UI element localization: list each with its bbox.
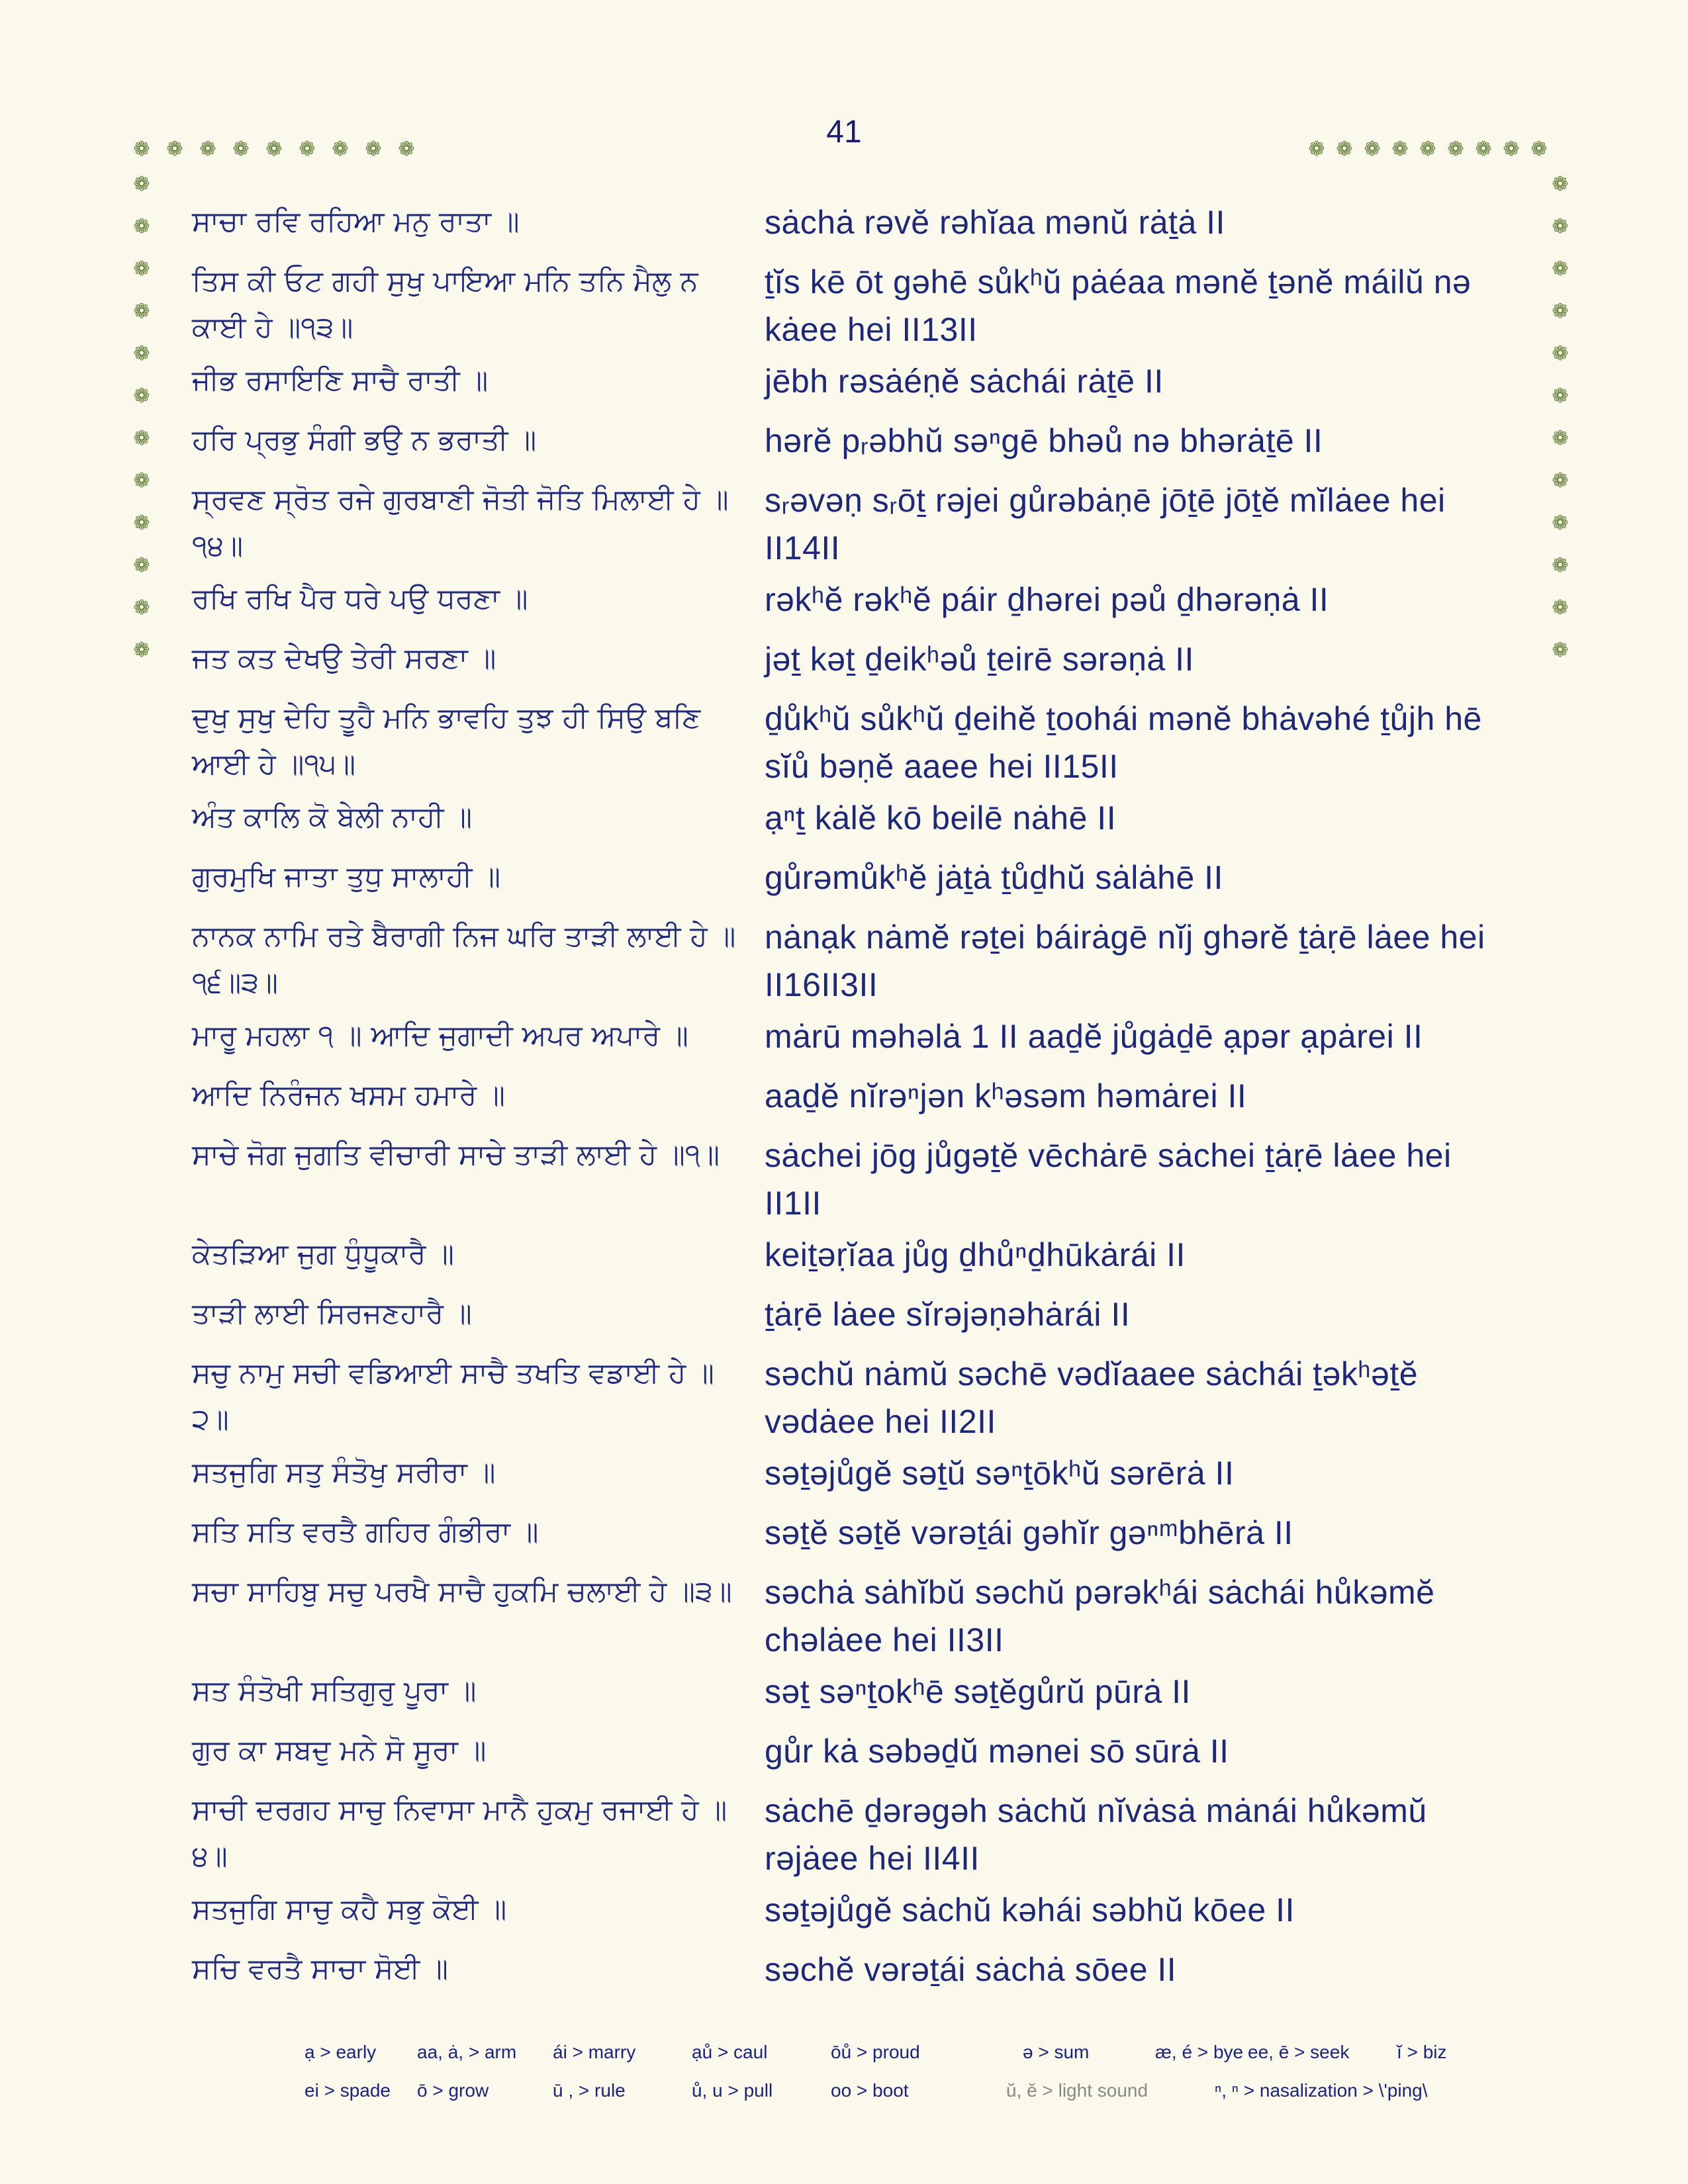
legend-item: ei > spade [305,2080,391,2101]
transliteration-text: sȧchȧ rəvĕ rəhĭaa mənŭ rȧṯȧ II [765,204,1225,241]
flower-ornament-icon: ❁ [133,300,150,323]
flower-ornament-icon: ❁ [133,257,150,281]
gurmukhi-text: ਸਾਚੇ ਜੋਗ ਜੁਗਤਿ ਵੀਚਾਰੀ ਸਾਚੇ ਤਾੜੀ ਲਾਈ ਹੇ ॥੧॥ [192,1138,720,1171]
flower-ornament-icon: ❁ [1552,300,1569,323]
gurmukhi-text: ਸਾਚਾ ਰਵਿ ਰਹਿਆ ਮਨੁ ਰਾਤਾ ॥ [192,205,520,238]
flower-ornament-icon: ❁ [133,385,150,408]
legend-item: ō > grow [417,2080,489,2101]
flower-ornament-icon: ❁ [133,138,150,161]
flower-ornament-icon: ❁ [133,639,150,662]
flower-ornament-icon: ❁ [398,138,415,161]
transliteration-text: hərĕ pᵣəbhŭ səⁿgē bhəů nə bhərȧṯē II [765,422,1323,459]
gurmukhi-text: ਗੁਰ ਕਾ ਸਬਦੁ ਮਨੇ ਸੋ ਸੂਰਾ ॥ [192,1734,487,1767]
flower-ornament-icon: ❁ [232,138,250,161]
flower-ornament-icon: ❁ [1552,427,1569,450]
flower-ornament-icon: ❁ [133,469,150,492]
transliteration-text: səchŭ nȧmŭ səchē vədĭaaee sȧchái ṯəkʰəṯĕ vədȧee hei II2II [765,1355,1419,1440]
flower-ornament-icon: ❁ [265,138,283,161]
gurmukhi-text: ਤਿਸ ਕੀ ਓਟ ਗਹੀ ਸੁਖੁ ਪਾਇਆ ਮਨਿ ਤਨਿ ਮੈਲੁ ਨ ਕਾਈ ਹੇ ॥੧੩॥ [192,265,698,344]
transliteration-text: ạⁿṯ kȧlĕ kō beilē nȧhē II [765,799,1117,837]
legend-item: ⁿ, ⁿ > nasalization > \'ping\ [1215,2080,1428,2101]
gurmukhi-text: ਸਚਾ ਸਾਹਿਬੁ ਸਚੁ ਪਰਖੈ ਸਾਚੈ ਹੁਕਮਿ ਚਲਾਈ ਹੇ ॥੩॥ [192,1575,732,1608]
legend-item: oo > boot [831,2080,909,2101]
gurmukhi-text: ਸਤਜੁਗਿ ਸਤੁ ਸੰਤੋਖੁ ਸਰੀਰਾ ॥ [192,1456,496,1489]
gurmukhi-text: ਤਾੜੀ ਲਾਈ ਸਿਰਜਣਹਾਰੈ ॥ [192,1297,472,1330]
transliteration-text: sȧchē ḏərəgəh sȧchŭ nĭvȧsȧ mȧnái hůkəmŭ rəjȧee hei II4II [765,1792,1427,1877]
page-number: 41 [826,114,862,150]
gurmukhi-text: ਅੰਤ ਕਾਲਿ ਕੋ ਬੇਲੀ ਨਾਹੀ ॥ [192,801,473,834]
legend-item: ĭ > biz [1397,2042,1447,2062]
transliteration-text: aaḏĕ nĭrəⁿjən kʰəsəm həmȧrei II [765,1077,1247,1115]
transliteration-text: səṯĕ səṯĕ vərəṯái gəhĭr gəⁿᵐbhērȧ II [765,1514,1293,1551]
flower-ornament-icon: ❁ [133,427,150,450]
gurmukhi-text: ਸਚੁ ਨਾਮੁ ਸਚੀ ਵਡਿਆਈ ਸਾਚੈ ਤਖਤਿ ਵਡਾਈ ਹੇ ॥੨॥ [192,1357,714,1436]
gurmukhi-text: ਕੇਤੜਿਆ ਜੁਗ ਧੁੰਧੂਕਾਰੈ ॥ [192,1238,455,1271]
gurmukhi-text: ਗੁਰਮੁਖਿ ਜਾਤਾ ਤੁਧੁ ਸਾਲਾਹੀ ॥ [192,860,501,893]
flower-ornament-icon: ❁ [1552,469,1569,492]
transliteration-text: gůr kȧ səbəḏŭ mənei sō sūrȧ II [765,1733,1229,1770]
flower-ornament-icon: ❁ [1552,596,1569,619]
flower-ornament-icon: ❁ [332,138,349,161]
flower-ornament-icon: ❁ [133,512,150,535]
legend-item: ạů > caul [692,2042,768,2062]
transliteration-text: sᵣəvəṇ sᵣōṯ rəjei gůrəbȧṇē jōṯē jōṯĕ mĭlȧee hei II14II [765,482,1446,567]
legend-item: ee, ē > seek [1248,2042,1350,2062]
flower-ornament-icon: ❁ [1552,639,1569,662]
flower-ornament-icon: ❁ [299,138,316,161]
flower-ornament-icon: ❁ [133,596,150,619]
transliteration-text: nȧnạk nȧmĕ rəṯei báirȧgē nĭj ghərĕ ṯȧṛē lȧee hei II16II3II [765,919,1485,1003]
gurmukhi-text: ਸ੍ਰਵਣ ਸ੍ਰੋਤ ਰਜੇ ਗੁਰਬਾਣੀ ਜੋਤੀ ਜੋਤਿ ਮਿਲਾਈ ਹੇ ॥੧੪॥ [192,483,729,563]
legend-item: ái > marry [553,2042,636,2062]
flower-ornament-icon: ❁ [1503,138,1520,161]
legend-item: ə > sum [1023,2042,1090,2062]
transliteration-text: mȧrū məhəlȧ 1 II aaḏĕ jůgȧḏē ạpər ạpȧrei II [765,1018,1423,1055]
flower-ornament-icon: ❁ [1475,138,1492,161]
transliteration-text: keiṯəṛĭaa jůg ḏhůⁿḏhūkȧrái II [765,1236,1186,1273]
flower-ornament-icon: ❁ [1336,138,1353,161]
flower-ornament-icon: ❁ [166,138,183,161]
transliteration-text: səchȧ sȧhĭbŭ səchŭ pərəkʰái sȧchái hůkəmĕ chəlȧee hei II3II [765,1574,1435,1659]
legend-item: ạ > early [305,2042,377,2062]
transliteration-text: səṯ səⁿṯokʰē səṯĕgůrŭ pūrȧ II [765,1673,1191,1710]
flower-ornament-icon: ❁ [1364,138,1381,161]
flower-ornament-icon: ❁ [1530,138,1548,161]
legend-item: ŭ, ĕ > light sound [1006,2080,1149,2101]
flower-ornament-icon: ❁ [1552,173,1569,196]
gurmukhi-text: ਦੁਖੁ ਸੁਖੁ ਦੇਹਿ ਤੂਹੈ ਮਨਿ ਭਾਵਹਿ ਤੁਝ ਹੀ ਸਿਉ ਬਣਿ ਆਈ ਹੇ ॥੧੫॥ [192,702,701,781]
transliteration-text: jēbh rəsȧéṇĕ sȧchái rȧṯē II [765,363,1164,400]
gurmukhi-text: ਜਤ ਕਤ ਦੇਖਉ ਤੇਰੀ ਸਰਣਾ ॥ [192,642,496,675]
transliteration-text: sȧchei jōg jůgəṯĕ vēchȧrē sȧchei ṯȧṛē lȧee hei II1II [765,1137,1452,1222]
flower-ornament-icon: ❁ [1308,138,1325,161]
flower-ornament-icon: ❁ [1552,342,1569,365]
transliteration-text: səṯəjůgĕ sȧchŭ kəhái səbhŭ kōee II [765,1891,1295,1929]
gurmukhi-text: ਸਚਿ ਵਰਤੈ ਸਾਚਾ ਸੋਈ ॥ [192,1952,448,1985]
legend-item: aa, ȧ, > arm [417,2042,517,2062]
gurmukhi-text: ਆਦਿ ਨਿਰੰਜਨ ਖਸਮ ਹਮਾਰੇ ॥ [192,1079,505,1112]
gurmukhi-text: ਰਖਿ ਰਖਿ ਪੈਰ ਧਰੇ ਪਉ ਧਰਣਾ ॥ [192,582,528,615]
gurmukhi-text: ਮਾਰੂ ਮਹਲਾ ੧ ॥ ਆਦਿ ਜੁਗਾਦੀ ਅਪਰ ਅਪਾਰੇ ॥ [192,1019,688,1052]
gurmukhi-text: ਸਤਿ ਸਤਿ ਵਰਤੈ ਗਹਿਰ ਗੰਭੀਰਾ ॥ [192,1516,539,1549]
flower-ornament-icon: ❁ [1391,138,1409,161]
legend-item: ů, u > pull [692,2080,773,2101]
transliteration-text: ṯĭs kē ōt gəhē sůkʰŭ pȧéaa mənĕ ṯənĕ máilŭ nə kȧee hei II13II [765,263,1472,348]
legend-item: æ, é > bye [1155,2042,1244,2062]
flower-ornament-icon: ❁ [1447,138,1464,161]
flower-ornament-icon: ❁ [133,554,150,577]
flower-ornament-icon: ❁ [1552,385,1569,408]
flower-ornament-icon: ❁ [133,342,150,365]
flower-ornament-icon: ❁ [133,215,150,238]
transliteration-text: gůrəmůkʰĕ jȧṯȧ ṯůḏhŭ sȧlȧhē II [765,859,1223,896]
transliteration-text: ṯȧṛē lȧee sĭrəjəṇəhȧrái II [765,1296,1131,1333]
flower-ornament-icon: ❁ [1419,138,1436,161]
gurmukhi-text: ਸਾਚੀ ਦਰਗਹ ਸਾਚੁ ਨਿਵਾਸਾ ਮਾਨੈ ਹੁਕਮੁ ਰਜਾਈ ਹੇ ॥੪॥ [192,1794,727,1873]
flower-ornament-icon: ❁ [133,173,150,196]
flower-ornament-icon: ❁ [1552,257,1569,281]
legend-item: ōů > proud [831,2042,920,2062]
flower-ornament-icon: ❁ [1552,554,1569,577]
flower-ornament-icon: ❁ [1552,512,1569,535]
legend-item: ū , > rule [553,2080,626,2101]
gurmukhi-text: ਸਤ ਸੰਤੋਖੀ ਸਤਿਗੁਰੁ ਪੂਰਾ ॥ [192,1674,477,1707]
flower-ornament-icon: ❁ [365,138,382,161]
transliteration-text: ḏůkʰŭ sůkʰŭ ḏeihĕ ṯoohái mənĕ bhȧvəhé ṯůjh hē sĭů bəṇĕ aaee hei II15II [765,700,1482,785]
gurmukhi-text: ਜੀਭ ਰਸਾਇਣਿ ਸਾਚੈ ਰਾਤੀ ॥ [192,364,489,397]
gurmukhi-text: ਹਰਿ ਪ੍ਰਭੁ ਸੰਗੀ ਭਉ ਨ ਭਰਾਤੀ ॥ [192,424,537,457]
flower-ornament-icon: ❁ [199,138,216,161]
transliteration-text: jəṯ kəṯ ḏeikʰəů ṯeirē sərəṇȧ II [765,641,1194,678]
gurmukhi-text: ਸਤਜੁਗਿ ਸਾਚੁ ਕਹੈ ਸਭੁ ਕੋਈ ॥ [192,1893,507,1926]
transliteration-text: səṯəjůgĕ səṯŭ səⁿṯōkʰŭ sərērȧ II [765,1455,1235,1492]
transliteration-text: səchĕ vərəṯái sȧchȧ sōee II [765,1951,1177,1988]
flower-ornament-icon: ❁ [1552,215,1569,238]
gurmukhi-text: ਨਾਨਕ ਨਾਮਿ ਰਤੇ ਬੈਰਾਗੀ ਨਿਜ ਘਰਿ ਤਾੜੀ ਲਾਈ ਹੇ ॥੧੬॥੩॥ [192,920,736,999]
transliteration-text: rəkʰĕ rəkʰĕ páir ḏhərei pəů ḏhərəṇȧ II [765,581,1329,618]
